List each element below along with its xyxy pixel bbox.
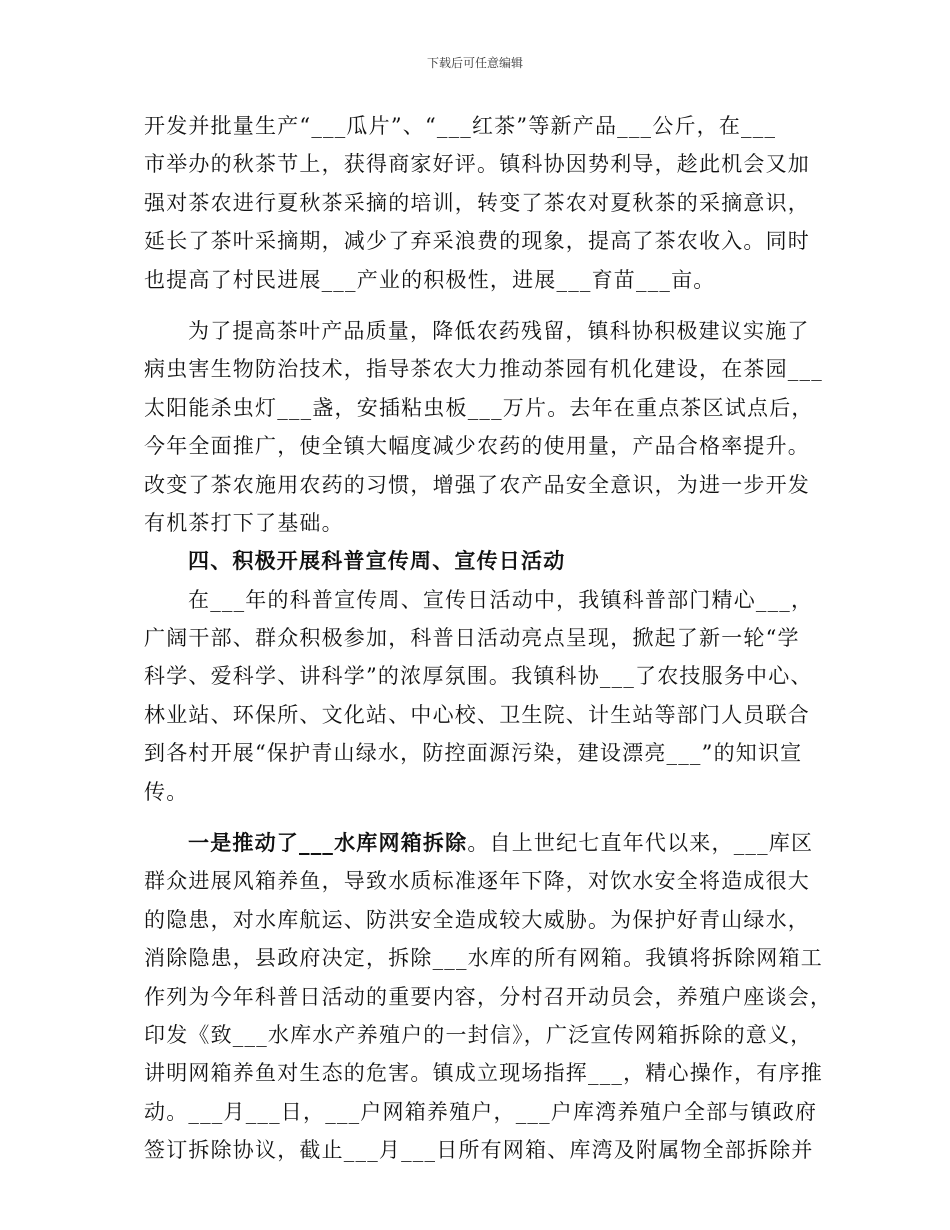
section-heading: 四、积极开展科普宣传周、宣传日活动 (188, 548, 566, 574)
text-line: 动。___月___日，___户网箱养殖户，___户库湾养殖户全部与镇政府 (144, 1099, 818, 1124)
text-line: 的隐患，对水库航运、防洪安全造成较大威胁。为保护好青山绿水， (144, 907, 810, 932)
text-line (144, 824, 812, 862)
text-line: 太阳能杀虫灯___盏，安插粘虫板___万片。去年在重点茶区试点后， (144, 395, 814, 420)
text-line: 也提高了村民进展___产业的积极性，进展___育苗___亩。 (144, 267, 716, 292)
paragraph (144, 107, 812, 299)
text-line: 开发并批量生产“___瓜片”、“___红茶”等新产品___公斤，在___ (144, 114, 777, 138)
page-header: 下载后可任意编辑 (426, 56, 523, 70)
text-line: 科学、爱科学、讲科学”的浓厚氛围。我镇科协___了农技服务中心、 (144, 664, 813, 689)
text-line: 有机茶打下了基础。 (144, 510, 344, 535)
text-line: 广阔干部、群众积极参加，科普日活动亮点呈现，掀起了新一轮“学 (144, 626, 800, 651)
document-body (144, 107, 833, 1170)
text-line: 今年全面推广，使全镇大幅度减少农药的使用量，产品合格率提升。 (144, 434, 810, 459)
text-line: 病虫害生物防治技术，指导茶农大力推动茶园有机化建设，在茶园___ (144, 357, 823, 382)
paragraph (144, 581, 812, 811)
text-line: 强对茶农进行夏秋茶采摘的培训，转变了茶农对夏秋茶的采摘意识， (144, 190, 810, 215)
paragraph (144, 824, 833, 1170)
text-line: 群众进展风箱养鱼，导致水质标准逐年下降，对饮水安全将造成很大 (144, 869, 810, 894)
text-line: 消除隐患，县政府决定，拆除___水库的所有网箱。我镇将拆除网箱工 (144, 946, 823, 971)
text-line: 作列为今年科普日活动的重要内容，分村召开动员会，养殖户座谈会， (144, 984, 833, 1009)
text-line: 在___年的科普宣传周、宣传日活动中，我镇科普部门精心___， (188, 587, 814, 612)
text-line: 签订拆除协议，截止___月___日所有网箱、库湾及附属物全部拆除并 (144, 1138, 814, 1163)
bold-lead: 一是推动了___水库网箱拆除 (188, 830, 468, 856)
text-line: 到各村开展“保护青山绿水，防控面源污染，建设漂亮___”的知识宣 (144, 741, 803, 766)
text-line: 改变了茶农施用农药的习惯，增强了农产品安全意识，为进一步开发 (144, 472, 810, 497)
text-line: 林业站、环保所、文化站、中心校、卫生院、计生站等部门人员联合 (144, 702, 810, 727)
text-line: 印发《致___水库水产养殖户的一封信》，广泛宣传网箱拆除的意义， (144, 1022, 813, 1047)
text-line: 为了提高茶叶产品质量，降低农药残留，镇科协积极建议实施了 (188, 318, 810, 343)
paragraph (144, 312, 823, 542)
text-line: 传。 (144, 779, 189, 804)
text-line: 市举办的秋茶节上，获得商家好评。镇科协因势利导，趁此机会又加 (144, 152, 810, 177)
lead-rest: 。自上世纪七直年代以来，___库区 (467, 831, 814, 856)
text-line: 讲明网箱养鱼对生态的危害。镇成立现场指挥___，精心操作，有序推 (144, 1061, 823, 1086)
text-line: 延长了茶叶采摘期，减少了弃采浪费的现象，提高了茶农收入。同时 (144, 229, 810, 254)
